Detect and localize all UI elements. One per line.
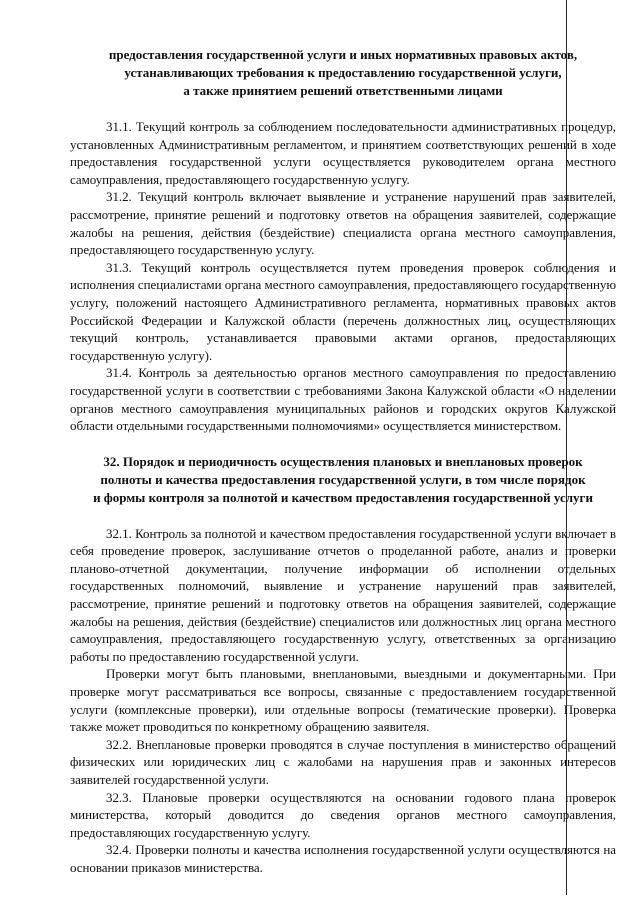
section-heading-line: 32. Порядок и периодичность осуществления плановых и внеплановых проверок <box>103 453 583 469</box>
paragraph-31-2: 31.2. Текущий контроль включает выявление и устранение нарушений прав заявителей, рассмотрение, принятие решений и подготовку ответов на обращения заявителей, содержащие жалобы на решения, действия (бездействие) специалиста органа местного самоуправления, предоставляющего государственную услугу. <box>70 189 616 258</box>
paragraph-32-2: 32.2. Внеплановые проверки проводятся в случае поступления в министерство обращений физических или юридических лиц с жалобами на нарушения прав и законных интересов заявителей государственной услуги. <box>70 736 616 787</box>
section-heading-line: полноты и качества предоставления государственной услуги, в том числе порядок <box>100 471 586 487</box>
paragraph-31-4: 31.4. Контроль за деятельностью органов местного самоуправления по предоставлению государственной услуги в соответствии с требованиями Закона Калужской области «О наделении органов местного самоуправления муниципальных районов и городских округов Калужской области отдельными государственными полномочиями» осуществляется министерством. <box>70 365 616 434</box>
paragraph-32-3: 32.3. Плановые проверки осуществляются на основании годового плана проверок министерства, который доводится до сведения органов местного самоуправления, предоставляющих государственную услугу. <box>70 789 616 840</box>
paragraph-32-1: 32.1. Контроль за полнотой и качеством предоставления государственной услуги включает в себя проведение проверок, заслушивание отчетов о проделанной работе, анализ и проверки планово-отчетной документации, получение информации об исполнении отдельных государственных полномочий, выявление и устранение нарушений прав заявителей, рассмотрение, принятие решений и подготовку ответов на обращения заявителей, содержащие жалобы на решения, действия (бездействие) специалистов или должностных лиц органа местного самоуправления, предоставляющего государственную услугу, ответственных за организацию работы по предоставлению государственной услуги. <box>70 525 616 664</box>
section-31-paragraphs <box>70 118 616 435</box>
top-heading-line: предоставления государственной услуги и иных нормативных правовых актов, <box>108 47 578 62</box>
top-heading <box>70 46 616 100</box>
section-32-heading <box>70 453 616 507</box>
paragraph-32-4: 32.4. Проверки полноты и качества исполнения государственной услуги осуществляются на основании приказов министерства. <box>70 842 616 875</box>
section-32-paragraphs <box>70 525 616 877</box>
top-heading-line: а также принятием решений ответственными лицами <box>183 83 503 98</box>
document-body <box>70 46 616 877</box>
paragraph-31-1: 31.1. Текущий контроль за соблюдением последовательности административных процедур, установленных Административным регламентом, и принятием соответствующих решений в ходе предоставления государственной услуги осуществляется руководителем органа местного самоуправления, предоставляющего государственную услугу. <box>70 119 616 187</box>
top-heading-line: устанавливающих требования к предоставлению государственной услуги, <box>124 65 562 80</box>
paragraph-31-3: 31.3. Текущий контроль осуществляется путем проведения проверок соблюдения и исполнения специалистами органа местного самоуправления, предоставляющего государственную услугу, положений настоящего Административного регламента, нормативных правовых актов Российской Федерации и Калужской области (перечень должностных лиц, осуществляющих текущий контроль, устанавливается правовыми актами органов, предоставляющих государственную услугу). <box>70 259 616 363</box>
paragraph-32-1-inspections: Проверки могут быть плановыми, внеплановыми, выездными и документарными. При проверке могут рассматриваться все вопросы, связанные с предоставлением государственной услуги (комплексные проверки), или отдельные вопросы (тематические проверки). Проверка также может проводиться по конкретному обращению заявителя. <box>70 666 616 735</box>
section-heading-line: и формы контроля за полнотой и качеством предоставления государственной услуги <box>93 489 593 505</box>
